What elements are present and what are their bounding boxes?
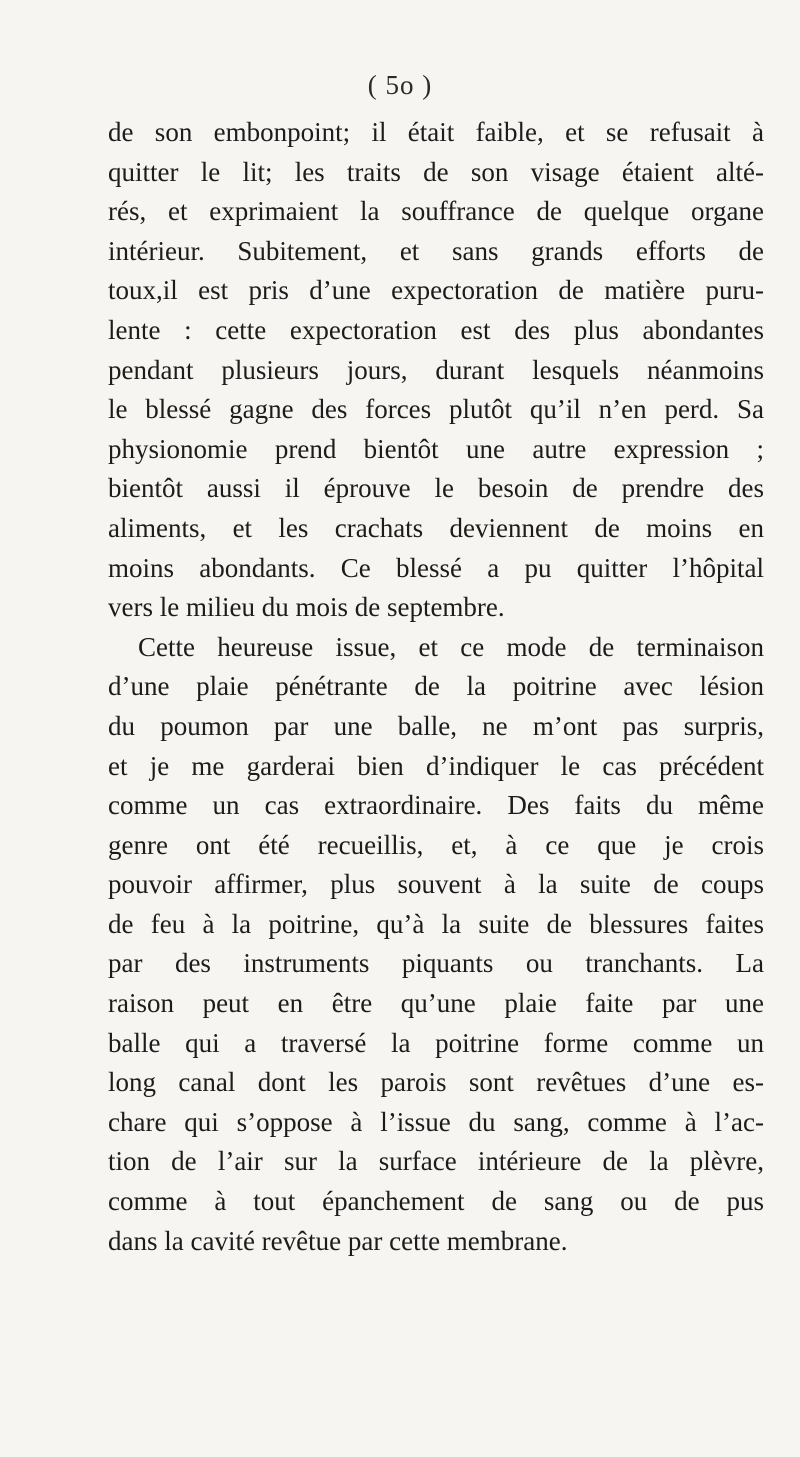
text-line: moins abondants. Ce blessé a pu quitter l’hôpital (108, 552, 764, 583)
text-line: toux,il est pris d’une expectoration de matière puru- (108, 275, 764, 306)
text-line: d’une plaie pénétrante de la poitrine avec lésion (108, 671, 764, 702)
text-line: intérieur. Subitement, et sans grands efforts de (108, 235, 764, 266)
page-number: ( 5o ) (367, 70, 433, 100)
paragraph-first-line: Cette heureuse issue, et ce mode de terminaison (138, 631, 764, 662)
text-line: rés, et exprimaient la souffrance de quelque organe (108, 196, 764, 227)
text-line: long canal dont les parois sont revêtues d’une es- (108, 1067, 764, 1098)
text-line: par des instruments piquants ou tranchants. La (108, 948, 764, 979)
text-line: de son embonpoint; il était faible, et se refusait à (108, 117, 764, 147)
text-line: et je me garderai bien d’indiquer le cas précédent (108, 750, 764, 781)
text-line: physionomie prend bientôt une autre expression ; (108, 433, 764, 464)
text-line: de feu à la poitrine, qu’à la suite de blessures faites (108, 908, 764, 939)
text-line: quitter le lit; les traits de son visage étaient alté- (108, 156, 764, 187)
text-line: chare qui s’oppose à l’issue du sang, comme à l’ac- (108, 1106, 764, 1137)
text-line: du poumon par une balle, ne m’ont pas surpris, (108, 710, 764, 741)
text-line: balle qui a traversé la poitrine forme comme un (108, 1027, 764, 1058)
text-line: comme à tout épanchement de sang ou de pus (108, 1186, 764, 1217)
text-line: tion de l’air sur la surface intérieure de la plèvre, (108, 1146, 764, 1177)
text-line: pouvoir affirmer, plus souvent à la suite de coups (108, 869, 764, 900)
text-line: vers le milieu du mois de septembre. (108, 592, 505, 623)
text-line: lente : cette expectoration est des plus abondantes (108, 314, 764, 345)
text-line: pendant plusieurs jours, durant lesquels néanmoins (108, 354, 764, 385)
text-line: raison peut en être qu’une plaie faite par une (108, 988, 764, 1019)
text-line: aliments, et les crachats deviennent de moins en (108, 512, 764, 543)
text-line: bientôt aussi il éprouve le besoin de prendre des (108, 473, 764, 504)
page-body-text (108, 113, 764, 1261)
text-line: comme un cas extraordinaire. Des faits du même (108, 790, 764, 821)
text-line: dans la cavité revêtue par cette membrane. (108, 1225, 568, 1256)
text-line: genre ont été recueillis, et, à ce que je crois (108, 829, 764, 860)
text-line: le blessé gagne des forces plutôt qu’il n’en perd. Sa (108, 394, 764, 425)
